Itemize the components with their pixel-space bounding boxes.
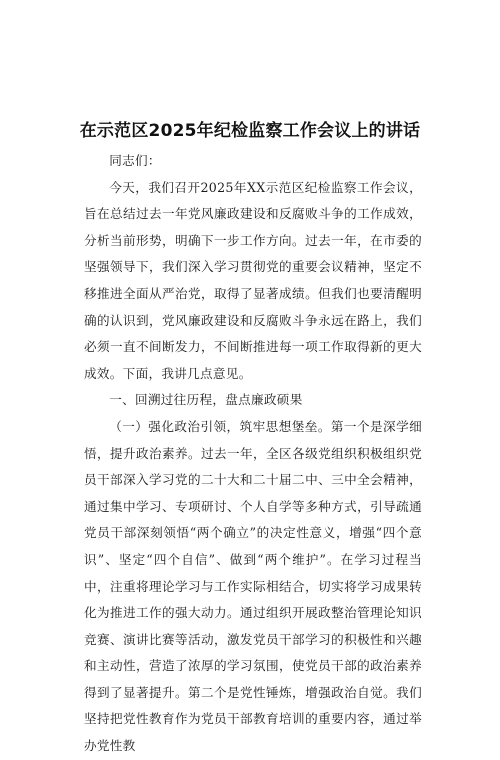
intro-paragraph: 今天，我们召开2025年XX示范区纪检监察工作会议，旨在总结过去一年党风廉政建设和反腐败斗争的工作成效，分析当前形势，明确下一步工作方向。过去一年，在市委的坚强领导下，我们深入学习贯彻党的重要会议精神，坚定不移推进全面从严治党，取得了显著成绩。但我们也要清醒明确的认识到，党风廉政建设和反腐败斗争永远在路上，我们必须一直不间断发力，不间断推进每一项工作取得新的更大成效。下面，我讲几点意见。 — [84, 179, 422, 381]
section-heading: 一、回溯过往历程，盘点廉政硕果 — [109, 392, 303, 408]
section-paragraph: （一）强化政治引领，筑牢思想堡垒。第一个是深学细悟，提升政治素养。过去一年，全区各级党组织积极组织党员干部深入学习党的二十大和二十届二中、三中全会精神，通过集中学习、专项研讨、个人自学等多种方式，引导疏通党员干部深刻领悟“两个确立”的决定性意义，增强“四个意识”、坚定“四个自信”、做到“两个维护”。在学习过程当中，注重将理论学习与工作实际相结合，切实将学习成果转化为推进工作的强大动力。通过组织开展政整治管理论知识竞赛、演讲比赛等活动，激发党员干部学习的积极性和兴趣和主动性，营造了浓厚的学习氛围，使党员干部的政治素养得到了显著提升。第二个是党性锤炼，增强政治自觉。我们坚持把党性教育作为党员干部教育培训的重要内容，通过举办党性教 — [84, 418, 422, 754]
greeting: 同志们： — [109, 153, 161, 168]
document-title: 在示范区2025年纪检监察工作会议上的讲话 — [79, 121, 421, 141]
document-body — [84, 148, 422, 760]
